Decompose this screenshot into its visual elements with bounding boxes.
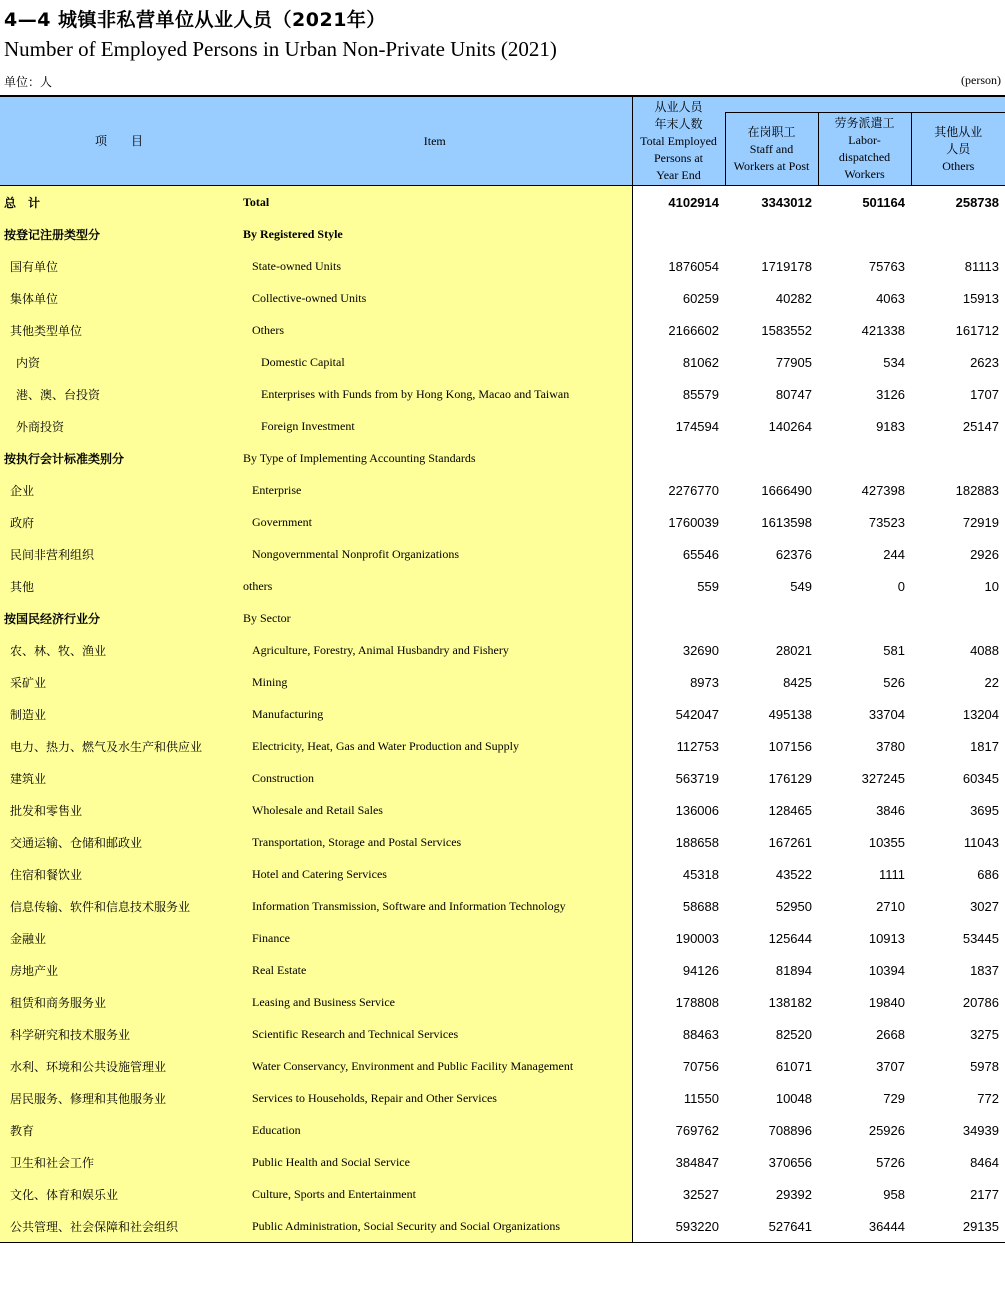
value-staff-workers: 10048 [725,1082,818,1114]
header-line: 劳务派遣工 [834,116,895,130]
value-total-employed: 65546 [632,538,725,570]
table-row [0,986,1005,1018]
value-total-employed: 174594 [632,410,725,442]
table-row [0,1146,1005,1178]
value-staff-workers: 1613598 [725,506,818,538]
value-staff-workers: 549 [725,570,818,602]
value-labor-dispatched: 3846 [818,794,911,826]
value-labor-dispatched: 75763 [818,250,911,282]
value-staff-workers [725,602,818,634]
value-labor-dispatched [818,218,911,250]
row-label-english: Enterprises with Funds from by Hong Kong, Macao and Taiwan [238,378,632,410]
row-label-chinese: 其他类型单位 [0,314,238,346]
row-label-english: Manufacturing [238,698,632,730]
value-labor-dispatched: 10355 [818,826,911,858]
value-staff-workers: 527641 [725,1210,818,1243]
value-total-employed [632,218,725,250]
table-row [0,442,1005,474]
value-total-employed: 11550 [632,1082,725,1114]
value-others: 34939 [911,1114,1005,1146]
row-label-english: Total [238,186,632,219]
value-others: 4088 [911,634,1005,666]
header-line: 人员 [946,141,971,156]
table-row [0,186,1005,219]
table-row [0,698,1005,730]
value-labor-dispatched: 581 [818,634,911,666]
value-staff-workers: 708896 [725,1114,818,1146]
header-spacer [725,96,1005,113]
table-row [0,474,1005,506]
value-others: 13204 [911,698,1005,730]
value-total-employed: 1876054 [632,250,725,282]
row-label-chinese: 居民服务、修理和其他服务业 [0,1082,238,1114]
header-line: 在岗职工 [747,124,796,139]
value-labor-dispatched: 10394 [818,954,911,986]
value-others: 161712 [911,314,1005,346]
value-staff-workers: 176129 [725,762,818,794]
header-staff-workers [725,113,818,186]
value-total-employed: 88463 [632,1018,725,1050]
row-label-chinese: 房地产业 [0,954,238,986]
value-total-employed: 769762 [632,1114,725,1146]
value-labor-dispatched [818,442,911,474]
table-row [0,378,1005,410]
table-row [0,410,1005,442]
value-others: 1837 [911,954,1005,986]
value-total-employed: 112753 [632,730,725,762]
row-label-english: Scientific Research and Technical Services [238,1018,632,1050]
header-total-employed [632,96,725,186]
value-total-employed: 136006 [632,794,725,826]
row-label-english: Others [238,314,632,346]
row-label-chinese: 民间非营利组织 [0,538,238,570]
table-row [0,218,1005,250]
row-label-english: Wholesale and Retail Sales [238,794,632,826]
value-others: 258738 [911,186,1005,219]
header-line: Staff and [749,141,794,156]
row-label-chinese: 内资 [0,346,238,378]
value-staff-workers: 8425 [725,666,818,698]
value-labor-dispatched: 427398 [818,474,911,506]
value-staff-workers: 29392 [725,1178,818,1210]
value-staff-workers: 61071 [725,1050,818,1082]
row-label-chinese: 按国民经济行业分 [0,602,238,634]
row-label-chinese: 采矿业 [0,666,238,698]
table-row [0,538,1005,570]
header-line: 从业人员 [654,99,703,114]
row-label-chinese: 政府 [0,506,238,538]
value-labor-dispatched: 73523 [818,506,911,538]
value-labor-dispatched: 421338 [818,314,911,346]
row-label-english: Public Health and Social Service [238,1146,632,1178]
value-staff-workers: 370656 [725,1146,818,1178]
value-staff-workers: 1666490 [725,474,818,506]
row-label-chinese: 住宿和餐饮业 [0,858,238,890]
value-staff-workers: 3343012 [725,186,818,219]
header-line: Workers at Post [733,158,810,173]
table-row [0,890,1005,922]
value-others [911,602,1005,634]
value-others: 20786 [911,986,1005,1018]
header-line: 年末人数 [654,116,703,131]
value-others: 3695 [911,794,1005,826]
value-total-employed: 593220 [632,1210,725,1243]
value-labor-dispatched: 0 [818,570,911,602]
value-others: 3275 [911,1018,1005,1050]
value-staff-workers: 62376 [725,538,818,570]
value-labor-dispatched: 33704 [818,698,911,730]
value-total-employed [632,602,725,634]
value-staff-workers: 40282 [725,282,818,314]
unit-label-english: (person) [961,73,1001,87]
row-label-english: Public Administration, Social Security and Social Organizations [238,1210,632,1243]
row-label-chinese: 集体单位 [0,282,238,314]
table-row [0,250,1005,282]
row-label-english: State-owned Units [238,250,632,282]
table-row [0,506,1005,538]
value-total-employed: 190003 [632,922,725,954]
value-others: 2926 [911,538,1005,570]
row-label-chinese: 信息传输、软件和信息技术服务业 [0,890,238,922]
table-row [0,954,1005,986]
row-label-chinese: 国有单位 [0,250,238,282]
header-labor-dispatched [818,113,911,186]
value-others: 22 [911,666,1005,698]
table-row [0,1178,1005,1210]
value-total-employed: 81062 [632,346,725,378]
table-row [0,794,1005,826]
row-label-english: others [238,570,632,602]
row-label-chinese: 其他 [0,570,238,602]
value-total-employed: 542047 [632,698,725,730]
value-labor-dispatched: 327245 [818,762,911,794]
table-row [0,730,1005,762]
value-others: 53445 [911,922,1005,954]
value-total-employed: 188658 [632,826,725,858]
value-labor-dispatched: 526 [818,666,911,698]
table-row [0,602,1005,634]
value-labor-dispatched: 4063 [818,282,911,314]
value-others: 8464 [911,1146,1005,1178]
value-staff-workers: 140264 [725,410,818,442]
value-staff-workers: 81894 [725,954,818,986]
value-labor-dispatched: 5726 [818,1146,911,1178]
value-total-employed: 2166602 [632,314,725,346]
value-others: 60345 [911,762,1005,794]
value-labor-dispatched: 2668 [818,1018,911,1050]
value-others: 3027 [911,890,1005,922]
value-total-employed [632,442,725,474]
value-staff-workers: 28021 [725,634,818,666]
table-row [0,634,1005,666]
table-title-chinese: 4—4 城镇非私营单位从业人员（2021年） [4,9,386,31]
value-others: 81113 [911,250,1005,282]
table-row [0,762,1005,794]
value-staff-workers: 43522 [725,858,818,890]
header-line: Others [942,158,975,173]
value-others: 10 [911,570,1005,602]
row-label-chinese: 科学研究和技术服务业 [0,1018,238,1050]
value-staff-workers [725,218,818,250]
row-label-chinese: 交通运输、仓储和邮政业 [0,826,238,858]
header-line: Persons at [654,150,703,165]
value-others: 686 [911,858,1005,890]
table-row [0,1114,1005,1146]
row-label-chinese: 教育 [0,1114,238,1146]
header-line: dispatched [838,150,891,164]
row-label-chinese: 制造业 [0,698,238,730]
value-staff-workers: 1583552 [725,314,818,346]
row-label-english: Water Conservancy, Environment and Public Facility Management [238,1050,632,1082]
value-labor-dispatched: 19840 [818,986,911,1018]
row-label-english: Services to Households, Repair and Other Services [238,1082,632,1114]
table-row [0,922,1005,954]
value-staff-workers: 128465 [725,794,818,826]
row-label-english: Government [238,506,632,538]
value-staff-workers: 52950 [725,890,818,922]
table-row [0,666,1005,698]
header-line: 其他从业 [934,124,983,139]
row-label-english: Foreign Investment [238,410,632,442]
row-label-english: Finance [238,922,632,954]
value-staff-workers: 125644 [725,922,818,954]
employment-table [0,95,1005,1243]
row-label-english: Electricity, Heat, Gas and Water Production and Supply [238,730,632,762]
row-label-english: By Type of Implementing Accounting Standards [238,442,632,474]
row-label-english: Mining [238,666,632,698]
value-total-employed: 8973 [632,666,725,698]
row-label-english: Nongovernmental Nonprofit Organizations [238,538,632,570]
value-total-employed: 58688 [632,890,725,922]
table-row [0,346,1005,378]
row-label-chinese: 公共管理、社会保障和社会组织 [0,1210,238,1243]
table-row [0,1050,1005,1082]
value-staff-workers: 495138 [725,698,818,730]
unit-label-chinese: 单位：人 [4,75,53,89]
value-others: 72919 [911,506,1005,538]
row-label-chinese: 按登记注册类型分 [0,218,238,250]
value-labor-dispatched: 958 [818,1178,911,1210]
value-others: 11043 [911,826,1005,858]
header-others [911,113,1005,186]
table-row [0,1018,1005,1050]
row-label-english: By Sector [238,602,632,634]
value-others: 2177 [911,1178,1005,1210]
table-row [0,1082,1005,1114]
value-others: 1707 [911,378,1005,410]
value-staff-workers: 167261 [725,826,818,858]
value-labor-dispatched: 534 [818,346,911,378]
value-others: 29135 [911,1210,1005,1243]
row-label-english: Culture, Sports and Entertainment [238,1178,632,1210]
row-label-english: Information Transmission, Software and Information Technology [238,890,632,922]
value-others: 772 [911,1082,1005,1114]
value-others [911,442,1005,474]
value-staff-workers: 77905 [725,346,818,378]
header-line: Workers [844,167,885,181]
value-total-employed: 4102914 [632,186,725,219]
value-total-employed: 178808 [632,986,725,1018]
row-label-english: Hotel and Catering Services [238,858,632,890]
row-label-chinese: 按执行会计标准类别分 [0,442,238,474]
row-label-chinese: 总 计 [0,186,238,219]
row-label-chinese: 租赁和商务服务业 [0,986,238,1018]
row-label-english: Enterprise [238,474,632,506]
value-labor-dispatched [818,602,911,634]
value-staff-workers: 138182 [725,986,818,1018]
table-header [0,96,1005,186]
table-row [0,1210,1005,1243]
value-labor-dispatched: 25926 [818,1114,911,1146]
value-total-employed: 32527 [632,1178,725,1210]
value-labor-dispatched: 501164 [818,186,911,219]
header-line: Labor- [848,133,881,147]
table-row [0,314,1005,346]
row-label-chinese: 金融业 [0,922,238,954]
value-others [911,218,1005,250]
value-others: 5978 [911,1050,1005,1082]
value-total-employed: 1760039 [632,506,725,538]
value-others: 1817 [911,730,1005,762]
row-label-chinese: 卫生和社会工作 [0,1146,238,1178]
value-total-employed: 32690 [632,634,725,666]
row-label-chinese: 建筑业 [0,762,238,794]
value-labor-dispatched: 10913 [818,922,911,954]
table-body [0,186,1005,1243]
row-label-chinese: 企业 [0,474,238,506]
value-others: 2623 [911,346,1005,378]
value-labor-dispatched: 1111 [818,858,911,890]
value-labor-dispatched: 244 [818,538,911,570]
row-label-chinese: 外商投资 [0,410,238,442]
value-total-employed: 384847 [632,1146,725,1178]
value-others: 25147 [911,410,1005,442]
row-label-english: Real Estate [238,954,632,986]
row-label-chinese: 水利、环境和公共设施管理业 [0,1050,238,1082]
value-staff-workers: 80747 [725,378,818,410]
value-staff-workers: 107156 [725,730,818,762]
header-line: Year End [656,167,701,182]
row-label-english: Collective-owned Units [238,282,632,314]
value-total-employed: 2276770 [632,474,725,506]
table-row [0,282,1005,314]
value-staff-workers: 82520 [725,1018,818,1050]
row-label-english: Agriculture, Forestry, Animal Husbandry and Fishery [238,634,632,666]
value-total-employed: 94126 [632,954,725,986]
value-labor-dispatched: 9183 [818,410,911,442]
value-others: 15913 [911,282,1005,314]
row-label-english: By Registered Style [238,218,632,250]
header-line: Total Employed [640,133,717,148]
header-item-english: Item [238,96,632,186]
table-title-english: Number of Employed Persons in Urban Non-Private Units (2021) [4,37,557,61]
row-label-chinese: 农、林、牧、渔业 [0,634,238,666]
row-label-chinese: 港、澳、台投资 [0,378,238,410]
row-label-chinese: 电力、热力、燃气及水生产和供应业 [0,730,238,762]
header-item-chinese: 项 目 [0,96,238,186]
row-label-english: Domestic Capital [238,346,632,378]
value-total-employed: 60259 [632,282,725,314]
row-label-english: Education [238,1114,632,1146]
value-labor-dispatched: 3707 [818,1050,911,1082]
table-row [0,826,1005,858]
value-staff-workers [725,442,818,474]
value-labor-dispatched: 3780 [818,730,911,762]
value-labor-dispatched: 2710 [818,890,911,922]
value-labor-dispatched: 3126 [818,378,911,410]
value-total-employed: 85579 [632,378,725,410]
value-total-employed: 70756 [632,1050,725,1082]
row-label-english: Construction [238,762,632,794]
value-total-employed: 559 [632,570,725,602]
row-label-chinese: 批发和零售业 [0,794,238,826]
row-label-english: Leasing and Business Service [238,986,632,1018]
value-total-employed: 563719 [632,762,725,794]
value-others: 182883 [911,474,1005,506]
row-label-english: Transportation, Storage and Postal Services [238,826,632,858]
row-label-chinese: 文化、体育和娱乐业 [0,1178,238,1210]
table-row [0,570,1005,602]
value-total-employed: 45318 [632,858,725,890]
value-staff-workers: 1719178 [725,250,818,282]
value-labor-dispatched: 36444 [818,1210,911,1243]
value-labor-dispatched: 729 [818,1082,911,1114]
table-row [0,858,1005,890]
